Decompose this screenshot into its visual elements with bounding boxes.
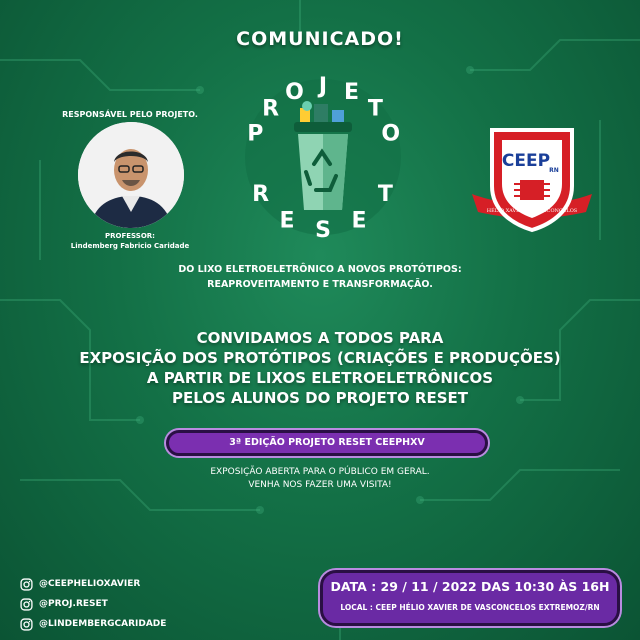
school-name: CEEP — [501, 151, 551, 171]
subtitle-line: REAPROVEITAMENTO E TRANSFORMAÇÃO. — [207, 279, 433, 290]
logo-top-word-letter: O — [285, 79, 304, 105]
social-handle: @LINDEMBERGCARIDADE — [39, 619, 167, 629]
invitation-line: CONVIDAMOS A TODOS PARA — [196, 329, 444, 347]
svg-text:RESET — [218, 72, 296, 78]
instagram-icon — [20, 618, 33, 631]
logo-bottom-word-letter: T — [377, 182, 393, 207]
social-handle: @CEEPHELIOXAVIER — [39, 579, 141, 589]
professor-photo — [78, 122, 184, 228]
svg-text:HÉLIO XAVIER DE VASCONCELOS — [487, 206, 578, 214]
event-info-box — [320, 570, 620, 626]
logo-top-word-letter: E — [343, 79, 360, 105]
svg-text:RN — [549, 167, 559, 174]
projeto-reset-logo — [218, 72, 428, 252]
logo-bottom-word-letter: S — [315, 218, 331, 243]
social-handle: @PROJ.RESET — [39, 599, 108, 609]
social-handles — [20, 574, 260, 634]
open-note-line: EXPOSIÇÃO ABERTA PARA O PÚBLICO EM GERAL. — [210, 467, 430, 477]
professor-caption-name: Lindemberg Fabricio Caridade — [70, 242, 190, 250]
event-location: LOCAL : CEEP HÉLIO XAVIER DE VASCONCELOS EXTREMOZ/RN — [340, 603, 600, 612]
logo-top-word-letter: P — [247, 121, 264, 147]
instagram-icon — [20, 598, 33, 611]
logo-bottom-word-letter: R — [252, 182, 270, 207]
subtitle — [0, 262, 640, 292]
chip-icon — [514, 180, 550, 200]
svg-text:CEEP — [502, 151, 550, 171]
invitation-line: EXPOSIÇÃO DOS PROTÓTIPOS (CRIAÇÕES E PRODUÇÕES) — [79, 349, 561, 367]
logo-bottom-word-letter: E — [279, 208, 295, 234]
logo-top-word-letter: J — [318, 74, 328, 99]
open-note — [0, 466, 640, 492]
event-date: DATA : 29 / 11 / 2022 DAS 10:30 ÀS 16H — [330, 579, 610, 594]
social-row[interactable] — [20, 594, 260, 614]
invitation-text — [0, 328, 640, 408]
instagram-icon — [20, 578, 33, 591]
invitation-line: A PARTIR DE LIXOS ELETROELETRÔNICOS — [146, 369, 494, 387]
logo-top-word-letter: O — [381, 121, 401, 147]
open-note-line: VENHA NOS FAZER UMA VISITA! — [248, 480, 392, 490]
subtitle-line: DO LIXO ELETROELETRÔNICO A NOVOS PROTÓTIPOS: — [178, 264, 462, 275]
logo-top-word-letter: T — [367, 96, 383, 122]
professor-caption-title: PROFESSOR: — [105, 232, 155, 240]
social-row[interactable] — [20, 574, 260, 594]
logo-bottom-word-letter: E — [351, 208, 367, 234]
headline: COMUNICADO! — [236, 28, 404, 50]
school-state: RN — [549, 167, 559, 174]
responsible-label: RESPONSÁVEL PELO PROJETO. — [62, 110, 198, 119]
svg-text:PROJETO — [218, 72, 327, 78]
invitation-line: PELOS ALUNOS DO PROJETO RESET — [171, 389, 468, 407]
edition-badge: 3ª EDIÇÃO PROJETO RESET CEEPHXV — [166, 430, 488, 456]
school-ribbon-text: HÉLIO XAVIER DE VASCONCELOS — [486, 208, 578, 214]
ceep-school-logo — [468, 124, 596, 234]
social-row[interactable] — [20, 614, 260, 634]
logo-top-word-letter: R — [262, 96, 280, 122]
